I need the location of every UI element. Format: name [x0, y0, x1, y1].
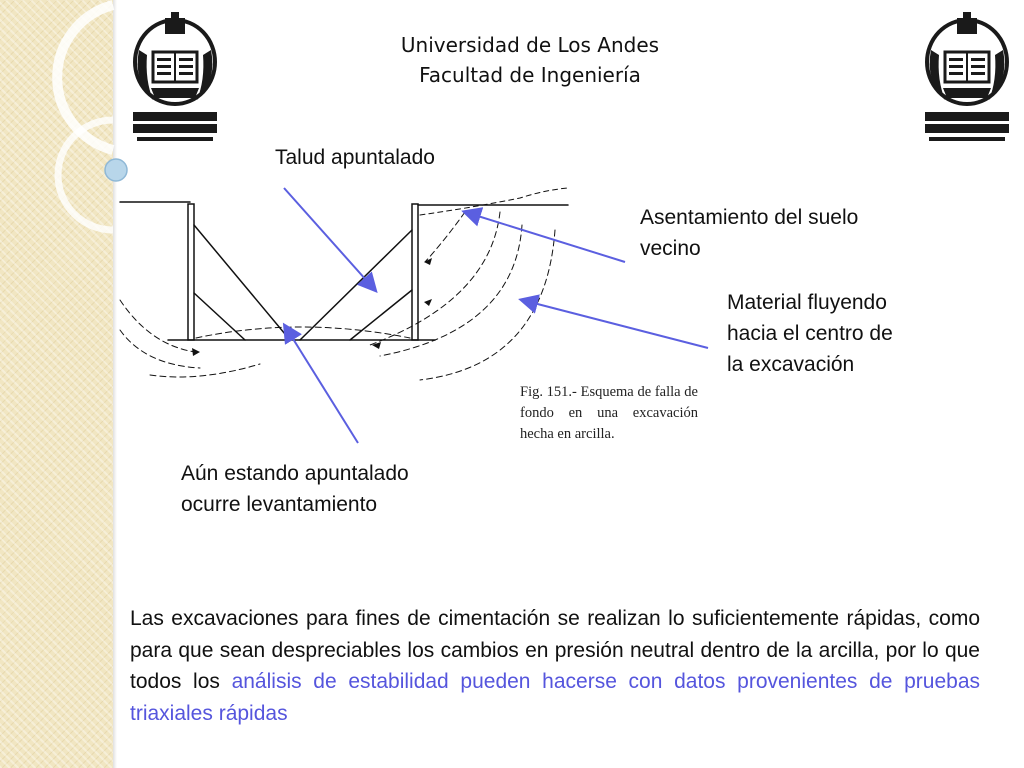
label-material-line1: Material fluyendo — [727, 291, 887, 314]
settlement-surface — [420, 188, 568, 215]
university-name: Universidad de Los Andes — [400, 33, 660, 57]
label-talud: Talud apuntalado — [275, 146, 435, 169]
label-material — [727, 287, 893, 380]
body-paragraph — [130, 603, 980, 729]
sheet-pile-left — [188, 204, 194, 340]
flow-arrowhead — [372, 342, 381, 349]
failure-curve — [150, 364, 260, 377]
pointer-arrow-levantamiento — [285, 326, 358, 443]
figure-caption: Fig. 151.- Esquema de falla de fondo en una excavación hecha en arcilla. — [520, 384, 698, 442]
strut — [194, 225, 290, 340]
pointer-arrow-asentamiento — [465, 212, 625, 262]
label-asentamiento-line2: vecino — [640, 237, 701, 260]
flow-arrowhead — [192, 348, 200, 356]
failure-curve — [380, 225, 522, 356]
flow-arrowhead — [424, 299, 432, 306]
pointer-arrow-material — [522, 300, 708, 348]
label-asentamiento-line1: Asentamiento del suelo — [640, 206, 859, 229]
label-levantamiento — [181, 458, 409, 520]
failure-curve — [370, 212, 500, 345]
failure-curve — [425, 212, 465, 262]
label-material-line3: la excavación — [727, 353, 855, 376]
sheet-pile-right — [412, 204, 418, 340]
strut — [194, 293, 245, 340]
label-levantamiento-line2: ocurre levantamiento — [181, 493, 378, 516]
label-material-line2: hacia el centro de — [727, 322, 893, 345]
strut — [300, 230, 412, 340]
pointer-arrow-talud — [284, 188, 375, 290]
label-asentamiento — [640, 202, 858, 264]
failure-curve — [420, 230, 555, 380]
paragraph-highlight: análisis de estabilidad pueden hacerse con datos provenientes de pruebas triaxiales rápidas — [130, 670, 980, 725]
paragraph-text: Las excavaciones para fines de cimentación se realizan lo suficientemente rápidas, como para que sean despreciables los cambios en presión neutral dentro de la arcilla, por lo que todos los — [130, 607, 980, 693]
failure-curve — [120, 300, 195, 352]
label-levantamiento-line1: Aún estando apuntalado — [181, 462, 409, 485]
faculty-name: Facultad de Ingeniería — [419, 63, 641, 87]
